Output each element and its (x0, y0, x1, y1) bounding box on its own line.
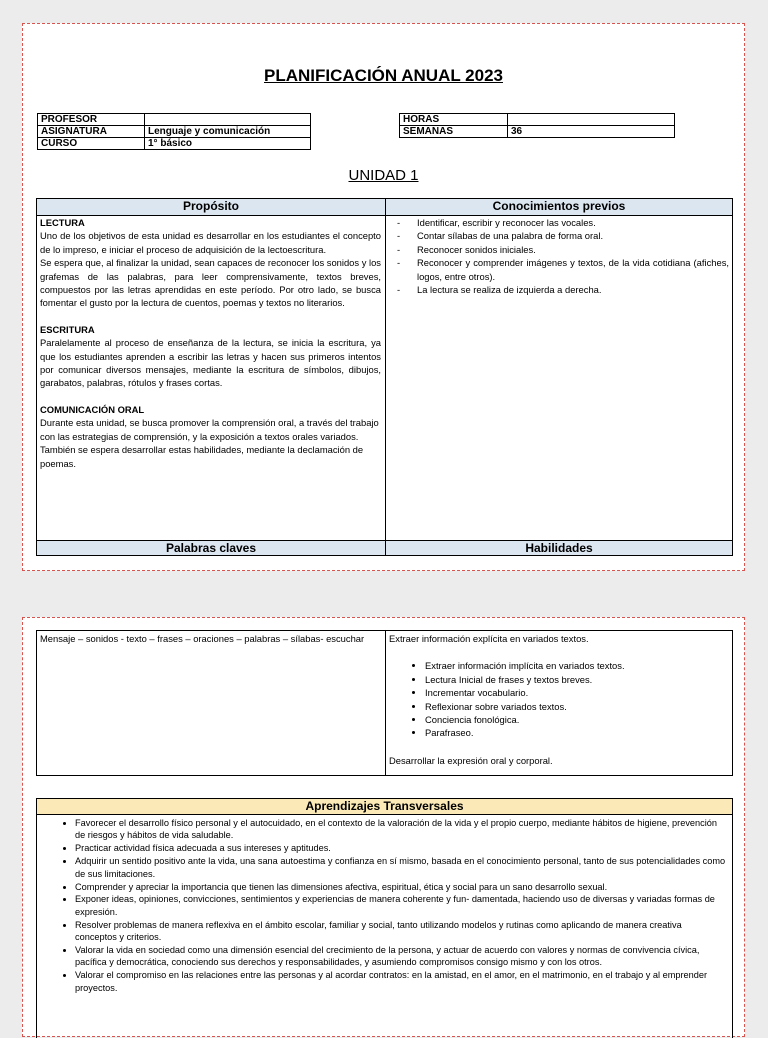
info-row-profesor (38, 114, 311, 126)
info-label: PROFESOR (38, 114, 145, 126)
aprendizajes-header: Aprendizajes Transversales (37, 799, 732, 815)
teacher-info-table (37, 113, 311, 150)
info-label: SEMANAS (400, 126, 508, 138)
keywords-table (36, 630, 733, 776)
list-item: - La lectura se realiza de izquierda a derecha. (389, 283, 729, 296)
header-habilidades: Habilidades (386, 540, 732, 555)
habilidades-list (389, 659, 729, 739)
header-palabras-claves: Palabras claves (37, 540, 385, 555)
list-item: • Practicar actividad física adecuada a sus intereses y aptitudes. (75, 842, 726, 854)
habilidades-intro: Extraer información explícita en variados textos. (389, 633, 589, 644)
list-item: • Adquirir un sentido positivo ante la vida, una sana autoestima y confianza en sí mismo, basada en el conocimiento personal, tanto de sus potencialidades como de sus limitaciones. (75, 855, 726, 880)
list-item: • Valorar el compromiso en las relaciones entre las personas y al acordar contratos: en la amistad, en el amor, en el matrimonio, en el trabajo y al emprender proyectos. (75, 969, 726, 994)
escritura-heading: ESCRITURA (40, 323, 95, 335)
lectura-paragraph-2: Se espera que, al finalizar la unidad, sean capaces de reconocer los sonidos y los grafemas de las palabras, para leer comprensivamente, textos breves, compuestos por las letras aprendidas en este período. Por otro lado, se busca fomentar el gusto por la lectura de cuentos, poemas y textos no literarios. (40, 257, 381, 309)
info-row-semanas (400, 126, 675, 138)
header-proposito: Propósito (37, 199, 385, 216)
info-label: ASIGNATURA (38, 126, 145, 138)
document-page-2 (22, 617, 745, 1037)
info-row-curso (38, 138, 311, 150)
oral-heading: COMUNICACIÓN ORAL (40, 403, 145, 415)
palabras-claves-cell: Mensaje – sonidos - texto – frases – oraciones – palabras – sílabas- escuchar (40, 633, 365, 644)
habilidades-outro: Desarrollar la expresión oral y corporal. (389, 754, 553, 766)
list-item: • Reflexionar sobre variados textos. (425, 700, 729, 713)
conocimientos-cell (389, 216, 729, 296)
info-row-asignatura (38, 126, 311, 138)
list-item: • Extraer información implícita en variados textos. (425, 659, 729, 672)
list-item: • Favorecer el desarrollo físico personal y el autocuidado, en el contexto de la valoración de la vida y el propio cuerpo, mediante hábitos de higiene, prevención de riesgos y hábitos de vida saludable. (75, 817, 726, 842)
list-item: • Parafraseo. (425, 726, 729, 739)
list-item: • Conciencia fonológica. (425, 713, 729, 726)
list-item: • Exponer ideas, opiniones, convicciones, sentimientos y experiencias de manera coherente y fun- damentada, haciendo uso de diversas y variadas formas de expresión. (75, 893, 726, 918)
column-divider (385, 199, 386, 555)
list-item: • Incrementar vocabulario. (425, 686, 729, 699)
unit-table (36, 198, 733, 556)
hours-info-table (399, 113, 675, 138)
info-value: Lenguaje y comunicación (145, 126, 311, 138)
info-value (508, 114, 675, 126)
info-label: CURSO (38, 138, 145, 150)
info-value (145, 114, 311, 126)
oral-paragraph: Durante esta unidad, se busca promover la comprensión oral, a través del trabajo con las estrategias de comprensión, y la exposición a textos orales variados. También se espera desarrollar estas habilidades, mediante la declamación de poemas. (40, 417, 379, 469)
list-item: • Comprender y apreciar la importancia que tienen las dimensiones afectiva, espiritual, ética y social para un sano desarrollo sexual. (75, 881, 726, 893)
info-label: HORAS (400, 114, 508, 126)
list-item: - Reconocer sonidos iniciales. (389, 243, 729, 256)
document-page-1 (22, 23, 745, 571)
list-item: • Resolver problemas de manera reflexiva en el ámbito escolar, familiar y social, tanto utilizando modelos y rutinas como aplicando de manera creativa conceptos y criterios. (75, 919, 726, 944)
aprendizajes-table (36, 798, 733, 1038)
aprendizajes-list (37, 815, 732, 994)
info-value: 36 (508, 126, 675, 138)
info-value: 1° básico (145, 138, 311, 150)
list-item: - Identificar, escribir y reconocer las vocales. (389, 216, 729, 229)
column-divider (385, 631, 386, 775)
proposito-cell (40, 216, 381, 470)
document-title: PLANIFICACIÓN ANUAL 2023 (264, 66, 503, 85)
unit-title: UNIDAD 1 (348, 167, 419, 184)
info-row-horas (400, 114, 675, 126)
list-item: • Lectura Inicial de frases y textos breves. (425, 673, 729, 686)
habilidades-cell (389, 632, 729, 767)
list-item: - Contar sílabas de una palabra de forma oral. (389, 229, 729, 242)
escritura-paragraph: Paralelamente al proceso de enseñanza de la lectura, se inicia la escritura, ya que los estudiantes aprenden a escribir las letras y hacen sus primeros intentos por comunicar diversos mensajes, mediante la escritura de símbolos, dibujos, garabatos, palabras, rótulos y frases cortas. (40, 337, 381, 389)
list-item: - Reconocer y comprender imágenes y textos, de la vida cotidiana (afiches, logos, entre otros). (389, 256, 729, 283)
lectura-paragraph-1: Uno de los objetivos de esta unidad es desarrollar en los estudiantes el concepto de lo impreso, e iniciar el proceso de adquisición de la lectoescritura. (40, 230, 381, 255)
header-conocimientos: Conocimientos previos (386, 199, 732, 216)
lectura-heading: LECTURA (40, 217, 85, 228)
list-item: • Valorar la vida en sociedad como una dimensión esencial del crecimiento de la persona, y actuar de acuerdo con valores y normas de convivencia cívica, pacífica y democrática, conociendo sus derechos y responsabilidades, y asumiendo compromisos consigo mismo y con los otros. (75, 944, 726, 969)
conocimientos-list (389, 216, 729, 296)
